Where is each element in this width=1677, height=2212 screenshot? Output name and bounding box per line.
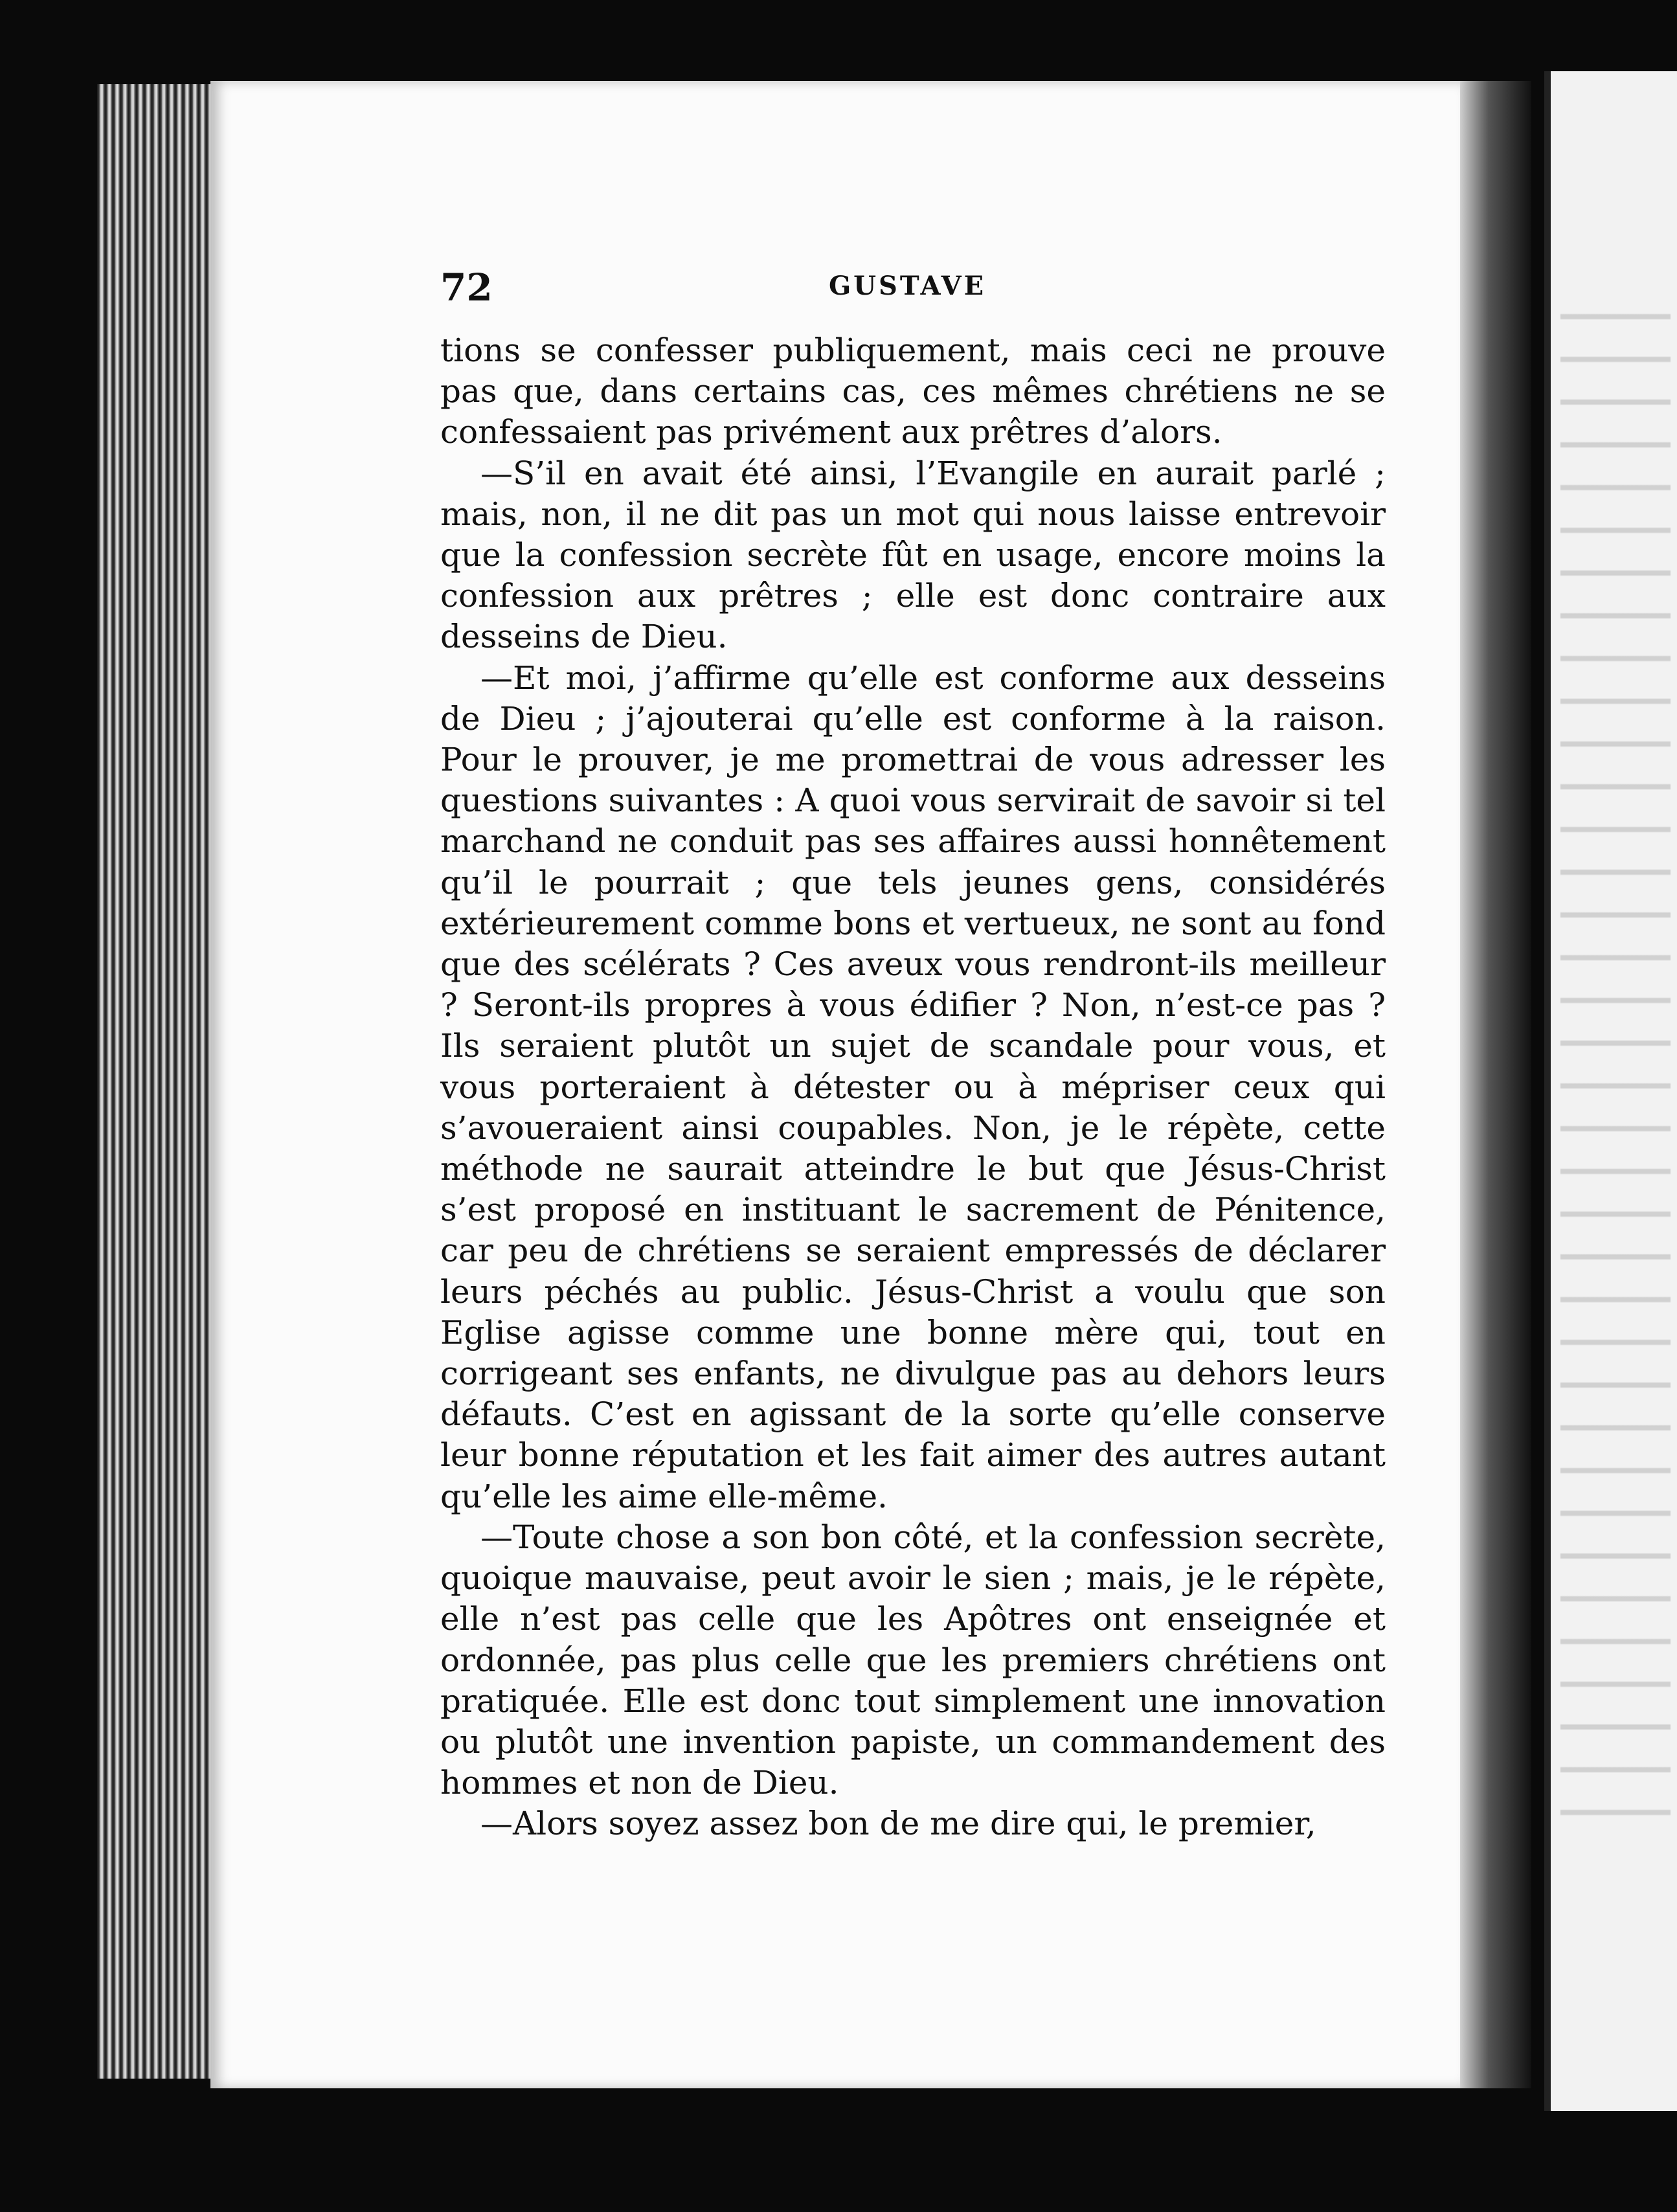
page-header bbox=[440, 265, 1399, 311]
paragraph: tions se confesser publiquement, mais ceci ne prouve pas que, dans certains cas, ces mêmes chrétiens ne se confessaient pas privément aux prêtres d’alors. bbox=[440, 332, 1386, 451]
paragraph: —Et moi, j’affirme qu’elle est conforme aux desseins de Dieu ; j’ajouterai qu’elle est conforme à la raison. Pour le prouver, je me promettrai de vous adresser les questions suivantes : A quoi vous servirait de savoir si tel marchand ne conduit pas ses affaires aussi honnêtement qu’il le pourrait ; que tels jeunes gens, considérés extérieurement comme bons et vertueux, ne sont au fond que des scélérats ? Ces aveux vous rendront-ils meilleur ? Seront-ils propres à vous édifier ? Non, n’est-ce pas ? Ils seraient plutôt un sujet de scandale pour vous, et vous porteraient à détester ou à mépriser ceux qui s’avoueraient ainsi coupables. Non, je le répète, cette méthode ne saurait atteindre le but que Jésus-Christ s’est proposé en instituant le sacrement de Pénitence, car peu de chrétiens se seraient empressés de déclarer leurs péchés au public. Jésus-Christ a voulu que son Eglise agisse comme une bonne mère qui, tout en corrigeant ses enfants, ne divulgue pas au dehors leurs défauts. C’est en agissant de la sorte qu’elle conserve leur bonne réputation et les fait aimer des autres autant qu’elle les aime elle-même. bbox=[440, 659, 1386, 1515]
body-text bbox=[440, 330, 1386, 1845]
running-head: GUSTAVE bbox=[829, 271, 987, 301]
paragraph: —Alors soyez assez bon de me dire qui, le premier, bbox=[480, 1805, 1316, 1843]
page-number: 72 bbox=[440, 265, 493, 310]
paragraph: —S’il en avait été ainsi, l’Evangile en aurait parlé ; mais, non, il ne dit pas un mot qui nous laisse entrevoir que la confession secrète fût en usage, encore moins la confession aux prêtres ; elle est donc contraire aux desseins de Dieu. bbox=[440, 454, 1386, 656]
facing-page-text-bleed bbox=[1560, 285, 1671, 1839]
binding-gutter bbox=[1460, 81, 1531, 2088]
paragraph: —Toute chose a son bon côté, et la confession secrète, quoique mauvaise, peut avoir le sien ; mais, je le répète, elle n’est pas celle que les Apôtres ont enseignée et ordonnée, pas plus celle que les premiers chrétiens ont pratiquée. Elle est donc tout simplement une innovation ou plutôt une invention papiste, un commandement des hommes et non de Dieu. bbox=[440, 1518, 1386, 1802]
page-edges bbox=[97, 84, 214, 2079]
